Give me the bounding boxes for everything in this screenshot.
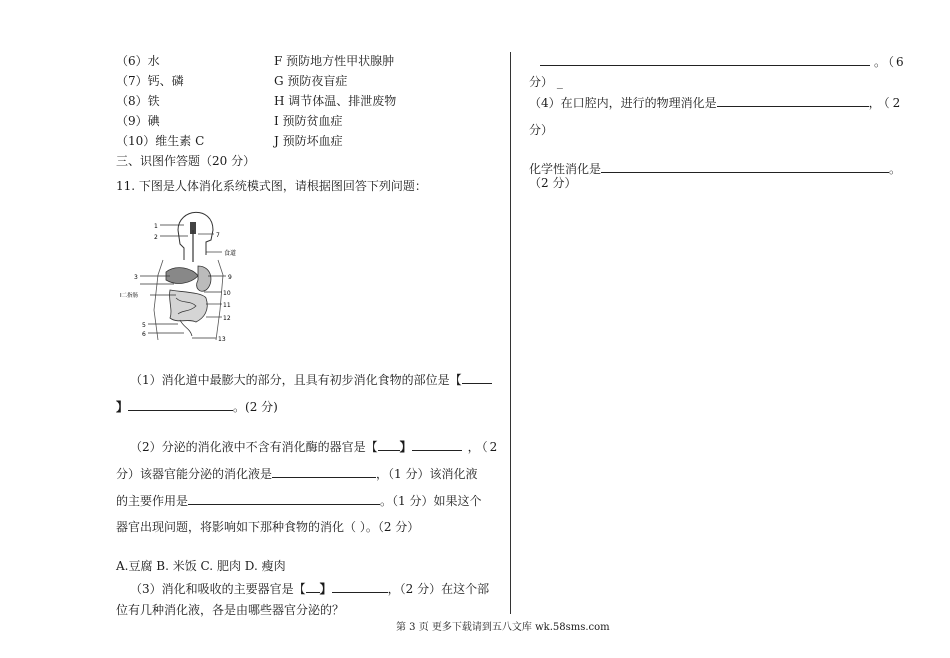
figure-label: 5 [142, 322, 146, 329]
match-right: F 预防地方性甲状腺肿 [274, 54, 395, 68]
figure-label: 11 [223, 302, 231, 309]
match-left: （7）钙、磷 [116, 74, 184, 88]
answer-blank[interactable] [378, 438, 400, 451]
figure-label: 1 [154, 223, 158, 230]
figure-label: I二指肠 [120, 293, 139, 299]
figure-label: 13 [218, 336, 226, 343]
question-2: （2）分泌的消化液中不含有消化酶的器官是【 】 ，（2 [130, 440, 500, 454]
question-11-intro: 11. 下图是人体消化系统模式图，请根据图回答下列问题： [116, 179, 427, 193]
figure-label: 9 [228, 274, 232, 281]
question-2-line3: 的主要作用是 。（1 分）如果这个 [116, 494, 482, 508]
answer-blank[interactable] [332, 580, 388, 593]
figure-label: 2 [154, 234, 158, 241]
question-2-line2: 分）该器官能分泌的消化液是 ，（1 分）该消化液 [116, 467, 478, 481]
answer-blank[interactable] [462, 371, 492, 384]
figure-label: 10 [223, 290, 231, 297]
page-footer: 第 3 页 更多下载请到五八文库 wk.58sms.com [396, 622, 610, 633]
answer-blank[interactable] [272, 465, 376, 478]
match-left: （6）水 [116, 54, 160, 68]
figure-label: 12 [223, 315, 231, 322]
question-4: （4）在口腔内，进行的物理消化是 ，（2 [529, 96, 904, 110]
match-left: （8）铁 [116, 94, 160, 108]
question-4-score: 分） [529, 123, 554, 137]
answer-blank[interactable] [540, 53, 870, 66]
answer-blank[interactable] [412, 438, 462, 451]
figure-label: 食道 [224, 250, 237, 257]
answer-blank[interactable] [188, 492, 380, 505]
digestive-system-figure [118, 200, 248, 348]
answer-blank[interactable] [128, 398, 233, 411]
question-1-cont: 】 。(2 分) [116, 400, 278, 414]
right-line-1: 。（6 [540, 53, 906, 70]
section-title: 三、识图作答题（20 分） [116, 154, 256, 168]
answer-blank[interactable] [601, 160, 889, 173]
match-right: I 预防贫血症 [274, 114, 343, 128]
figure-label: 6 [142, 331, 146, 338]
figure-label: 3 [134, 274, 138, 281]
match-left: （10）维生素 C [116, 134, 205, 148]
question-1: （1）消化道中最膨大的部分，且具有初步消化食物的部位是【 [130, 371, 492, 388]
answer-blank[interactable] [306, 580, 320, 593]
match-right: G 预防夜盲症 [274, 74, 348, 88]
column-divider [510, 52, 511, 614]
match-right: H 调节体温、排泄废物 [274, 94, 397, 108]
answer-blank[interactable] [717, 94, 869, 107]
question-3-line2: 位有几种消化液，各是由哪些器官分泌的？ [116, 603, 345, 617]
answer-options: A.豆腐 B. 米饭 C. 肥肉 D. 瘦肉 [116, 559, 286, 573]
chemical-digestion-score: （2 分） [529, 176, 577, 190]
question-3: （3）消化和吸收的主要器官是【 】 ，（2 分）在这个部 [130, 582, 490, 596]
match-left: （9）碘 [116, 114, 160, 128]
match-right: J 预防坏血症 [274, 134, 343, 148]
chemical-digestion: 化学性消化是 。 [529, 162, 902, 176]
question-2-line4: 器官出现问题，将影响如下那种食物的消化（ ）。（2 分） [116, 520, 420, 534]
figure-label: 7 [216, 232, 220, 239]
right-line-2: 分） _ [529, 75, 563, 89]
